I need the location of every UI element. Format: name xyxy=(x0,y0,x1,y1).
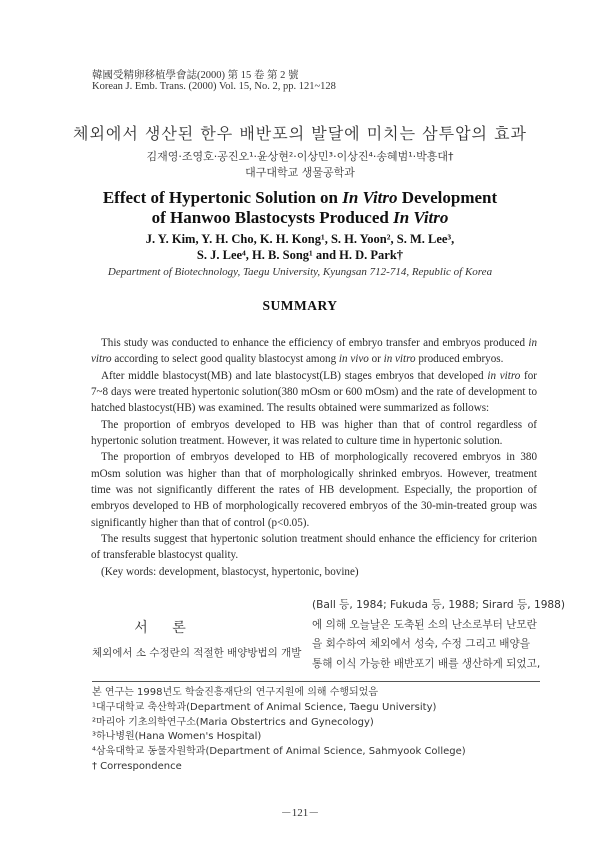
abstract-paragraph: The proportion of embryos developed to HB of morphologically recovered embryos in 380 mOsm solution was higher than that of morphologically shrinked embryos. However, treatment time was not significantly different the rates of HB development. Especially, the proportion of embryos developed to HB of morphologically recovered embryos of the 30-min-treated group was significantly higher than that of control (p<0.05). xyxy=(91,451,537,529)
intro-line: (Ball 등, 1984; Fukuda 등, 1988; Sirard 등, 1988) xyxy=(312,599,566,611)
journal-header-line2: Korean J. Emb. Trans. (2000) Vol. 15, No. 2, pp. 121~128 xyxy=(92,81,336,92)
introduction-left-text: 체외에서 소 수정란의 적절한 배양방법의 개발 xyxy=(92,647,302,659)
footnote: † Correspondence xyxy=(92,760,182,772)
footnotes xyxy=(92,686,540,775)
korean-affiliation: 대구대학교 생물공학과 xyxy=(245,166,355,179)
department-affiliation: Department of Biotechnology, Taegu University, Kyungsan 712-714, Republic of Korea xyxy=(107,266,493,278)
korean-title: 체외에서 생산된 한우 배반포의 발달에 미치는 삼투압의 효과 xyxy=(72,124,527,143)
english-title-line1: Effect of Hypertonic Solution on In Vitro Development xyxy=(102,188,498,207)
abstract-paragraph: The results suggest that hypertonic solution treatment should enhance the efficiency for criterion of transferable blastocyst quality. xyxy=(91,533,537,562)
introduction-heading: 서 론 xyxy=(134,620,196,636)
introduction-right-column xyxy=(312,596,566,674)
footnote: ⁴삼육대학교 동물자원학과(Department of Animal Science, Sahmyook College) xyxy=(92,746,466,758)
abstract-paragraph: This study was conducted to enhance the efficiency of embryo transfer and embryos produced in vitro according to select good quality blastocyst among in vivo or in vitro produced embryos. xyxy=(91,337,537,366)
page-number: －121－ xyxy=(280,807,320,819)
footnote: 본 연구는 1998년도 학술진흥재단의 연구지원에 의해 수행되었음 xyxy=(92,687,379,698)
intro-line: 통해 이식 가능한 배반포기 배를 생산하게 되었고, xyxy=(312,657,541,670)
summary-heading: SUMMARY xyxy=(262,298,338,313)
english-authors-line2: S. J. Lee⁴, H. B. Song¹ and H. D. Park† xyxy=(196,248,404,262)
intro-line: 을 회수하여 체외에서 성숙, 수정 그리고 배양을 xyxy=(312,638,531,650)
english-authors-line1: J. Y. Kim, Y. H. Cho, K. H. Kong¹, S. H. Yoon², S. M. Lee³, xyxy=(145,232,455,246)
abstract-body xyxy=(91,335,537,580)
footnote: ³하나병원(Hana Women's Hospital) xyxy=(92,731,262,743)
footnote: ¹대구대학교 축산학과(Department of Animal Science, Taegu University) xyxy=(92,701,437,713)
abstract-paragraph: After middle blastocyst(MB) and late blastocyst(LB) stages embryos that developed in vitro for 7~8 days were treated hypertonic solution(380 mOsm or 600 mOsm) and the rate of development to hatched blastocyst(HB) was examined. The results obtained were summarized as follows: xyxy=(91,369,537,415)
footnote-divider xyxy=(92,681,540,682)
abstract-paragraph: The proportion of embryos developed to HB was higher than that of control regardless of hypertonic solution treatment. However, it was related to culture time in hypertonic solution. xyxy=(91,418,537,448)
english-title-line2: of Hanwoo Blastocysts Produced In Vitro xyxy=(151,208,449,227)
footnote: ²마리아 기초의학연구소(Maria Obstertrics and Gynecology) xyxy=(92,716,374,728)
keywords: (Key words: development, blastocyst, hypertonic, bovine) xyxy=(101,565,359,578)
intro-line: 에 의해 오늘날은 도축된 소의 난소로부터 난모란 xyxy=(312,618,537,631)
korean-authors: 김재영·조영호·공진오¹·윤상현²·이상민³·이상진⁴·송혜범¹·박흥대† xyxy=(146,150,454,163)
journal-header-line1: 韓國受精卵移植學會誌(2000) 第 15 卷 第 2 號 xyxy=(92,70,299,81)
